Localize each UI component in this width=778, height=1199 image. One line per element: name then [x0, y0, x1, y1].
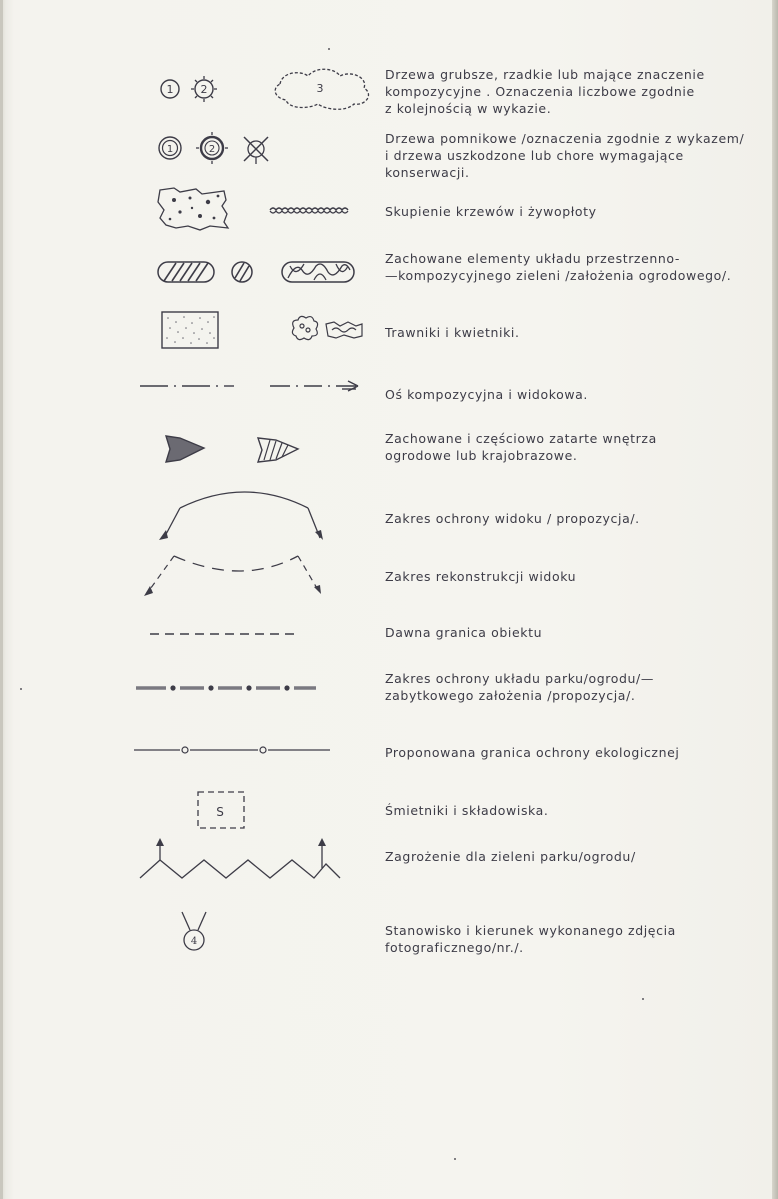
old-tree-label-2: 2 [200, 83, 208, 96]
old-trees-icon [130, 62, 370, 112]
symbol-ecological-boundary [130, 738, 370, 762]
lawns-icon [130, 308, 370, 352]
view-reconstruction-arrows-icon [130, 550, 370, 600]
legend-text-view-protection: Zakres ochrony widoku / propozycja/. [385, 511, 640, 526]
legend-text-lawns: Trawniki i kwietniki. [385, 325, 520, 340]
old-tree-label-1: 1 [166, 83, 174, 96]
shrubs-icon [130, 186, 370, 230]
legend-text-threat: Zagrożenie dla zieleni parku/ogrodu/ [385, 849, 636, 864]
page-edge [772, 0, 778, 1199]
legend-text-composition-elements: Zachowane elementy układu przestrzenno- —kompozycyjnego zieleni /założenia ogrodowego/. [385, 251, 732, 283]
composition-elements-icon [130, 248, 370, 294]
legend-text-dumps: Śmietniki i składowiska. [385, 803, 549, 818]
symbol-interiors [130, 428, 370, 472]
legend-text-shrubs: Skupienie krzewów i żywopłoty [385, 204, 597, 219]
legend-text-interiors: Zachowane i częściowo zatarte wnętrza ogrodowe lub krajobrazowe. [385, 431, 657, 463]
scan-speck [328, 48, 330, 50]
symbol-shrubs [130, 186, 370, 230]
legend-text-monument-trees: Drzewa pomnikowe /oznaczenia zgodnie z wykazem/ i drzewa uszkodzone lub chore wymagające konserwacji. [385, 131, 745, 180]
symbol-lawns [130, 308, 370, 352]
legend-text-ecological-boundary: Proponowana granica ochrony ekologicznej [385, 745, 680, 760]
symbol-view-protection [130, 490, 370, 546]
former-boundary-line-icon [130, 620, 370, 644]
legend-text-axis: Oś kompozycyjna i widokowa. [385, 387, 589, 402]
symbol-monument-trees [130, 126, 370, 172]
symbol-former-boundary [130, 620, 370, 644]
symbol-photo-station [130, 906, 370, 962]
legend-text-park-protection: Zakres ochrony układu parku/ogrodu/— zabytkowego założenia /propozycja/. [385, 671, 654, 703]
threat-zigzag-icon [130, 836, 370, 886]
symbol-axis [130, 372, 370, 408]
photo-station-label: 4 [190, 936, 198, 947]
axis-line-icon [130, 372, 370, 408]
ecological-boundary-line-icon [130, 738, 370, 762]
old-tree-label-3: 3 [316, 82, 324, 95]
symbol-composition-elements [130, 248, 370, 294]
legend-text-view-reconstruction: Zakres rekonstrukcji widoku [385, 569, 577, 584]
park-protection-line-icon [130, 668, 370, 708]
symbol-old-trees [130, 62, 370, 112]
legend-text-photo-station: Stanowisko i kierunek wykonanego zdjęcia fotograficznego/nr./. [385, 923, 676, 955]
scan-speck [454, 1158, 456, 1160]
scan-speck [642, 998, 644, 1000]
symbol-dumps [130, 788, 370, 834]
photo-station-icon [130, 906, 370, 962]
symbol-threat [130, 836, 370, 886]
legend-text-old-trees: Drzewa grubsze, rzadkie lub mające znaczenie kompozycyjne . Oznaczenia liczbowe zgodnie z kolejnością w wykazie. [385, 67, 705, 116]
view-protection-arrows-icon [130, 490, 370, 546]
binding-edge [0, 0, 3, 1199]
symbol-park-protection [130, 668, 370, 708]
legend-text-former-boundary: Dawna granica obiektu [385, 625, 543, 640]
dumps-icon [130, 788, 370, 834]
scan-speck [20, 688, 22, 690]
symbol-view-reconstruction [130, 550, 370, 600]
monument-tree-label-1: 1 [166, 144, 174, 155]
interiors-icon [130, 428, 370, 472]
dumps-label: S [216, 805, 224, 819]
monument-trees-icon [130, 126, 370, 172]
monument-tree-label-2: 2 [208, 144, 216, 155]
